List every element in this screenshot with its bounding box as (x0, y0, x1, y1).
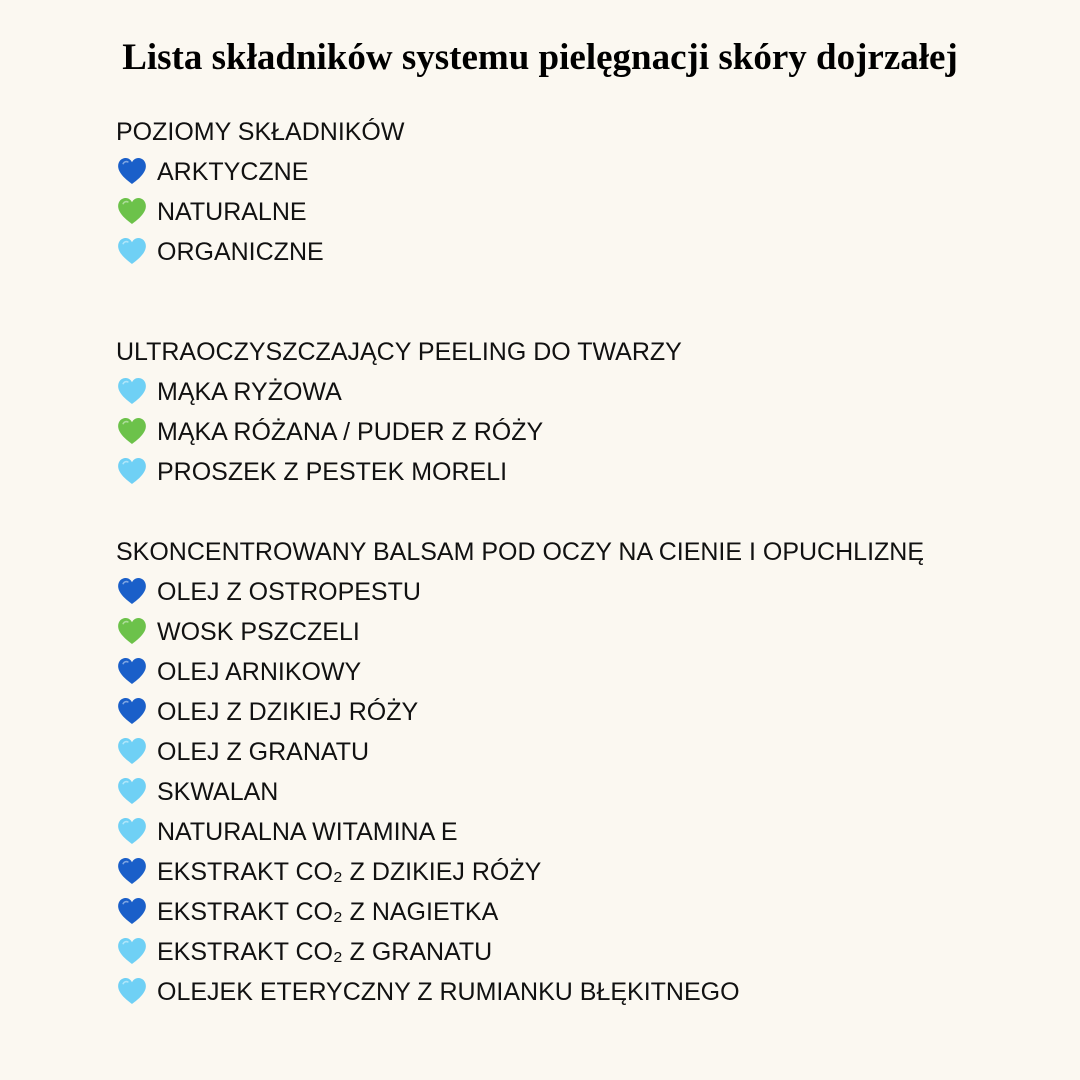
section-ingredient-levels (116, 112, 1056, 272)
item-label: OLEJ ARNIKOWY (157, 658, 362, 686)
list-item (116, 932, 1056, 972)
list-item (116, 612, 1056, 652)
item-label: OLEJ Z DZIKIEJ RÓŻY (157, 698, 419, 726)
list-item (116, 852, 1056, 892)
light-blue-heart-icon (116, 235, 148, 267)
item-label: OLEJEK ETERYCZNY Z RUMIANKU BŁĘKITNEGO (157, 978, 740, 1006)
item-label: EKSTRAKT CO₂ Z DZIKIEJ RÓŻY (157, 858, 542, 886)
list-item (116, 972, 1056, 1012)
item-label: WOSK PSZCZELI (157, 618, 360, 646)
list-item (116, 732, 1056, 772)
blue-heart-icon (116, 655, 148, 687)
blue-heart-icon (116, 695, 148, 727)
light-blue-heart-icon (116, 815, 148, 847)
section-face-peeling (116, 332, 1056, 492)
light-blue-heart-icon (116, 935, 148, 967)
light-blue-heart-icon (116, 375, 148, 407)
item-label: NATURALNE (157, 198, 307, 226)
light-blue-heart-icon (116, 975, 148, 1007)
list-item (116, 772, 1056, 812)
ingredient-list (116, 112, 1056, 1012)
item-label: NATURALNA WITAMINA E (157, 818, 458, 846)
item-label: MĄKA RÓŻANA / PUDER Z RÓŻY (157, 418, 544, 446)
section-eye-balm (116, 532, 1056, 1012)
list-item (116, 372, 1056, 412)
green-heart-icon (116, 415, 148, 447)
list-item (116, 652, 1056, 692)
list-item (116, 572, 1056, 612)
list-item (116, 892, 1056, 932)
section-heading: POZIOMY SKŁADNIKÓW (116, 118, 405, 146)
item-label: OLEJ Z GRANATU (157, 738, 370, 766)
list-item (116, 192, 1056, 232)
item-label: ARKTYCZNE (157, 158, 309, 186)
list-item (116, 232, 1056, 272)
page-title: Lista składników systemu pielęgnacji skóry dojrzałej (122, 37, 958, 78)
item-label: OLEJ Z OSTROPESTU (157, 578, 421, 606)
light-blue-heart-icon (116, 735, 148, 767)
item-label: PROSZEK Z PESTEK MORELI (157, 458, 508, 486)
list-item (116, 152, 1056, 192)
blue-heart-icon (116, 895, 148, 927)
section-heading: SKONCENTROWANY BALSAM POD OCZY NA CIENIE I OPUCHLIZNĘ (116, 538, 925, 566)
item-label: MĄKA RYŻOWA (157, 378, 342, 406)
list-item (116, 412, 1056, 452)
blue-heart-icon (116, 155, 148, 187)
list-item (116, 812, 1056, 852)
item-label: EKSTRAKT CO₂ Z GRANATU (157, 938, 493, 966)
blue-heart-icon (116, 575, 148, 607)
section-heading: ULTRAOCZYSZCZAJĄCY PEELING DO TWARZY (116, 338, 682, 366)
green-heart-icon (116, 615, 148, 647)
light-blue-heart-icon (116, 775, 148, 807)
green-heart-icon (116, 195, 148, 227)
item-label: EKSTRAKT CO₂ Z NAGIETKA (157, 898, 499, 926)
item-label: SKWALAN (157, 778, 279, 806)
light-blue-heart-icon (116, 455, 148, 487)
list-item (116, 692, 1056, 732)
item-label: ORGANICZNE (157, 238, 324, 266)
list-item (116, 452, 1056, 492)
blue-heart-icon (116, 855, 148, 887)
